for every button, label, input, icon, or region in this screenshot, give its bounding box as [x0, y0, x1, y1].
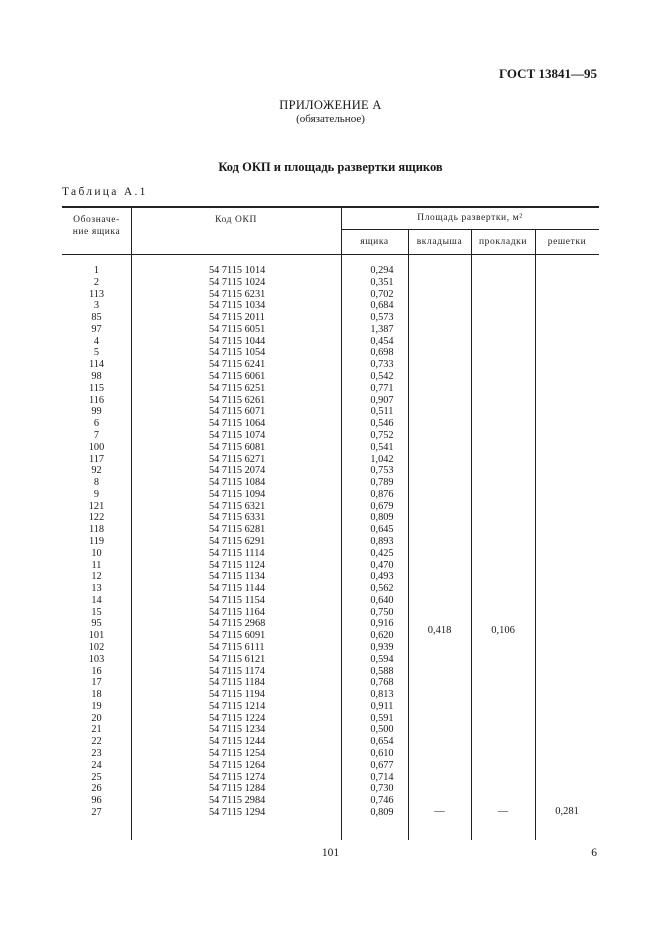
row-designation: 102: [88, 642, 105, 653]
row-code: 54 7115 6111: [209, 642, 265, 653]
row-designation: 3: [93, 300, 100, 312]
row-code: 54 7115 2074: [209, 465, 266, 477]
row-code: 54 7115 1174: [209, 665, 265, 677]
row-designation: 5: [93, 347, 100, 359]
row-box-area: 0,610: [370, 748, 394, 760]
table-row: [62, 783, 599, 795]
row-code: 54 7115 1214: [209, 700, 266, 712]
row-code: 54 7115 1124: [209, 559, 265, 571]
row-code: 54 7115 6061: [209, 371, 266, 383]
row-code: 54 7115 1014: [209, 265, 266, 276]
appendix-title: ПРИЛОЖЕНИЕ А: [279, 98, 382, 112]
section-title: Код ОКП и площадь развертки ящиков: [218, 160, 443, 174]
row-box-area: 0,493: [370, 571, 394, 583]
header-box: ящика: [360, 237, 389, 247]
row-box-area: 0,351: [370, 276, 394, 288]
table-row: [62, 713, 599, 725]
spacer-area-group2: —: [497, 806, 509, 817]
row-code: 54 7115 2984: [209, 795, 266, 807]
row-designation: 116: [88, 394, 105, 406]
header-designation: Обозначе- ние ящика: [72, 215, 121, 237]
table-row: [62, 383, 599, 395]
row-designation: 117: [88, 453, 105, 465]
row-designation: 26: [91, 783, 102, 795]
row-box-area: 0,684: [370, 300, 394, 312]
row-box-area: 0,654: [370, 736, 394, 748]
row-code: 54 7115 6051: [209, 323, 266, 335]
row-code: 54 7115 1294: [209, 806, 266, 818]
row-box-area: 0,562: [370, 583, 394, 595]
row-designation: 8: [93, 477, 100, 489]
table-row: [62, 406, 599, 418]
row-box-area: 0,907: [370, 394, 394, 406]
row-designation: 7: [93, 429, 100, 441]
row-designation: 20: [91, 712, 102, 724]
row-code: 54 7115 1074: [209, 429, 266, 441]
row-code: 54 7115 1244: [209, 736, 266, 748]
table-row: [62, 512, 599, 524]
row-box-area: 0,591: [370, 712, 394, 724]
row-designation: 9: [93, 488, 100, 500]
row-box-area: 0,425: [370, 547, 394, 559]
row-box-area: 0,677: [370, 759, 394, 771]
row-designation: 18: [91, 689, 102, 701]
row-box-area: 0,809: [370, 512, 394, 524]
row-designation: 122: [88, 512, 105, 524]
row-box-area: 0,294: [370, 265, 394, 276]
row-box-area: 0,733: [370, 359, 394, 371]
row-designation: 11: [91, 559, 102, 571]
row-box-area: 0,645: [370, 524, 394, 536]
table-row: [62, 560, 599, 572]
sheet-number: 6: [591, 847, 597, 859]
row-code: 54 7115 1254: [209, 748, 266, 760]
row-code: 54 7115 6241: [209, 359, 266, 371]
row-box-area: 0,893: [370, 535, 394, 547]
table-row: [62, 701, 599, 713]
area-subheader-rule: [341, 229, 599, 230]
row-designation: 119: [88, 535, 105, 547]
row-code: 54 7115 6121: [209, 653, 266, 665]
row-box-area: 0,939: [370, 642, 394, 653]
table-row: [62, 489, 599, 501]
row-code: 54 7115 6261: [209, 394, 266, 406]
row-box-area: 0,752: [370, 429, 394, 441]
row-box-area: 0,771: [370, 382, 394, 394]
row-designation: 19: [91, 700, 102, 712]
row-designation: 15: [91, 606, 102, 618]
row-code: 54 7115 6331: [209, 512, 266, 524]
table-row: [62, 583, 599, 595]
row-designation: 103: [88, 653, 105, 665]
row-box-area: 0,640: [370, 594, 394, 606]
row-box-area: 0,702: [370, 288, 394, 300]
row-code: 54 7115 1084: [209, 477, 266, 489]
table-row: [62, 336, 599, 348]
row-code: 54 7115 6271: [209, 453, 266, 465]
row-designation: 118: [88, 524, 105, 536]
table-row: [62, 395, 599, 407]
table-row: [62, 501, 599, 513]
row-designation: 24: [91, 759, 102, 771]
row-code: 54 7115 1184: [209, 677, 265, 689]
table-row: [62, 607, 599, 619]
row-box-area: 0,753: [370, 465, 394, 477]
row-code: 54 7115 1044: [209, 335, 266, 347]
row-box-area: 0,541: [370, 441, 394, 453]
row-code: 54 7115 1034: [209, 300, 266, 312]
row-code: 54 7115 1144: [209, 583, 265, 595]
table-row: [62, 748, 599, 760]
row-designation: 121: [88, 500, 105, 512]
table-row: [62, 536, 599, 548]
header-bottom-rule: [62, 254, 599, 255]
row-box-area: 0,620: [370, 630, 394, 642]
header-area-group: Площадь развертки, м²: [417, 213, 523, 223]
row-designation: 13: [91, 583, 102, 595]
header-code: Код ОКП: [215, 215, 257, 225]
row-code: 54 7115 6091: [209, 630, 266, 642]
row-box-area: 0,730: [370, 783, 394, 795]
row-designation: 100: [88, 441, 105, 453]
table-row: [62, 736, 599, 748]
row-designation: 98: [91, 371, 102, 383]
row-designation: 16: [91, 665, 102, 677]
table-row: [62, 300, 599, 312]
row-designation: 99: [91, 406, 102, 418]
table-row: [62, 654, 599, 666]
row-designation: 6: [93, 418, 100, 430]
row-box-area: 0,470: [370, 559, 394, 571]
row-designation: 17: [91, 677, 102, 689]
row-designation: 12: [91, 571, 102, 583]
row-code: 54 7115 6071: [209, 406, 266, 418]
table-body: [62, 265, 599, 819]
table-row: [62, 371, 599, 383]
row-designation: 2: [93, 276, 100, 288]
table-row: [62, 477, 599, 489]
row-designation: 22: [91, 736, 102, 748]
row-designation: 114: [88, 359, 105, 371]
table-row: [62, 642, 599, 654]
insert-area-group1: 0,418: [427, 625, 452, 636]
row-designation: 14: [91, 594, 102, 606]
row-code: 54 7115 1284: [209, 783, 266, 795]
page-number: 101: [321, 847, 340, 859]
row-designation: 27: [91, 806, 102, 818]
table-row: [62, 465, 599, 477]
row-box-area: 0,542: [370, 371, 394, 383]
table-row: [62, 524, 599, 536]
table-row: [62, 312, 599, 324]
table-row: [62, 265, 599, 277]
row-code: 54 7115 1114: [209, 547, 265, 559]
row-designation: 97: [91, 323, 102, 335]
row-code: 54 7115 6281: [209, 524, 266, 536]
row-code: 54 7115 1234: [209, 724, 266, 736]
row-box-area: 0,789: [370, 477, 394, 489]
row-box-area: 0,750: [370, 606, 394, 618]
row-designation: 95: [91, 618, 102, 630]
row-box-area: 0,911: [370, 700, 394, 712]
table-row: [62, 454, 599, 466]
table-top-rule: [62, 206, 599, 208]
table-row: [62, 772, 599, 784]
table-row: [62, 666, 599, 678]
row-box-area: 0,500: [370, 724, 394, 736]
standard-number: ГОСТ 13841—95: [498, 66, 597, 81]
row-code: 54 7115 2968: [209, 618, 266, 630]
row-box-area: 0,809: [370, 806, 394, 818]
header-grid: решетки: [547, 237, 587, 247]
row-box-area: 0,916: [370, 618, 394, 630]
row-code: 54 7115 1064: [209, 418, 266, 430]
table-row: [62, 595, 599, 607]
row-designation: 21: [91, 724, 102, 736]
row-code: 54 7115 1264: [209, 759, 266, 771]
row-code: 54 7115 2011: [209, 312, 265, 324]
row-box-area: 0,768: [370, 677, 394, 689]
row-code: 54 7115 1024: [209, 276, 266, 288]
row-designation: 25: [91, 771, 102, 783]
row-box-area: 0,588: [370, 665, 394, 677]
table-label: Таблица А.1: [62, 186, 148, 198]
row-designation: 96: [91, 795, 102, 807]
row-box-area: 0,746: [370, 795, 394, 807]
row-code: 54 7115 1134: [209, 571, 265, 583]
row-code: 54 7115 6251: [209, 382, 266, 394]
row-code: 54 7115 1154: [209, 594, 265, 606]
insert-area-group2: —: [434, 806, 445, 817]
table-row: [62, 677, 599, 689]
table-row: [62, 760, 599, 772]
row-box-area: 0,813: [370, 689, 394, 701]
row-code: 54 7115 6231: [209, 288, 266, 300]
row-box-area: 0,454: [370, 335, 394, 347]
row-code: 54 7115 6081: [209, 441, 266, 453]
row-code: 54 7115 1224: [209, 712, 266, 724]
row-code: 54 7115 1194: [209, 689, 265, 701]
row-designation: 115: [88, 382, 105, 394]
row-box-area: 0,573: [370, 312, 394, 324]
row-designation: 101: [88, 630, 105, 642]
row-code: 54 7115 1054: [209, 347, 266, 359]
table-row: [62, 548, 599, 560]
spacer-area-group1: 0,106: [491, 625, 515, 636]
row-box-area: 1,387: [370, 323, 394, 335]
row-box-area: 0,714: [370, 771, 394, 783]
row-designation: 113: [88, 288, 105, 300]
table-row: [62, 418, 599, 430]
appendix-subtitle: (обязательное): [296, 113, 365, 125]
table-row: [62, 359, 599, 371]
row-code: 54 7115 6291: [209, 535, 266, 547]
row-designation: 23: [91, 748, 102, 760]
table-row: [62, 277, 599, 289]
row-box-area: 0,511: [370, 406, 394, 418]
row-box-area: 0,546: [370, 418, 394, 430]
header-spacer: прокладки: [478, 237, 528, 247]
table-row: [62, 289, 599, 301]
row-code: 54 7115 1094: [209, 488, 266, 500]
table-row: [62, 347, 599, 359]
row-code: 54 7115 1164: [209, 606, 265, 618]
grid-area-group2: 0,281: [555, 806, 579, 817]
row-designation: 85: [91, 312, 102, 324]
table-row: [62, 442, 599, 454]
row-designation: 10: [91, 547, 102, 559]
row-code: 54 7115 1274: [209, 771, 266, 783]
row-code: 54 7115 6321: [209, 500, 266, 512]
table-row: [62, 430, 599, 442]
table-row: [62, 324, 599, 336]
row-designation: 92: [91, 465, 102, 477]
row-box-area: 1,042: [370, 453, 394, 465]
table-row: [62, 571, 599, 583]
header-insert: вкладыша: [416, 237, 463, 247]
row-box-area: 0,594: [370, 653, 394, 665]
row-box-area: 0,876: [370, 488, 394, 500]
row-designation: 1: [93, 265, 100, 276]
table-row: [62, 689, 599, 701]
row-box-area: 0,679: [370, 500, 394, 512]
row-box-area: 0,698: [370, 347, 394, 359]
table-row: [62, 724, 599, 736]
row-designation: 4: [93, 335, 100, 347]
